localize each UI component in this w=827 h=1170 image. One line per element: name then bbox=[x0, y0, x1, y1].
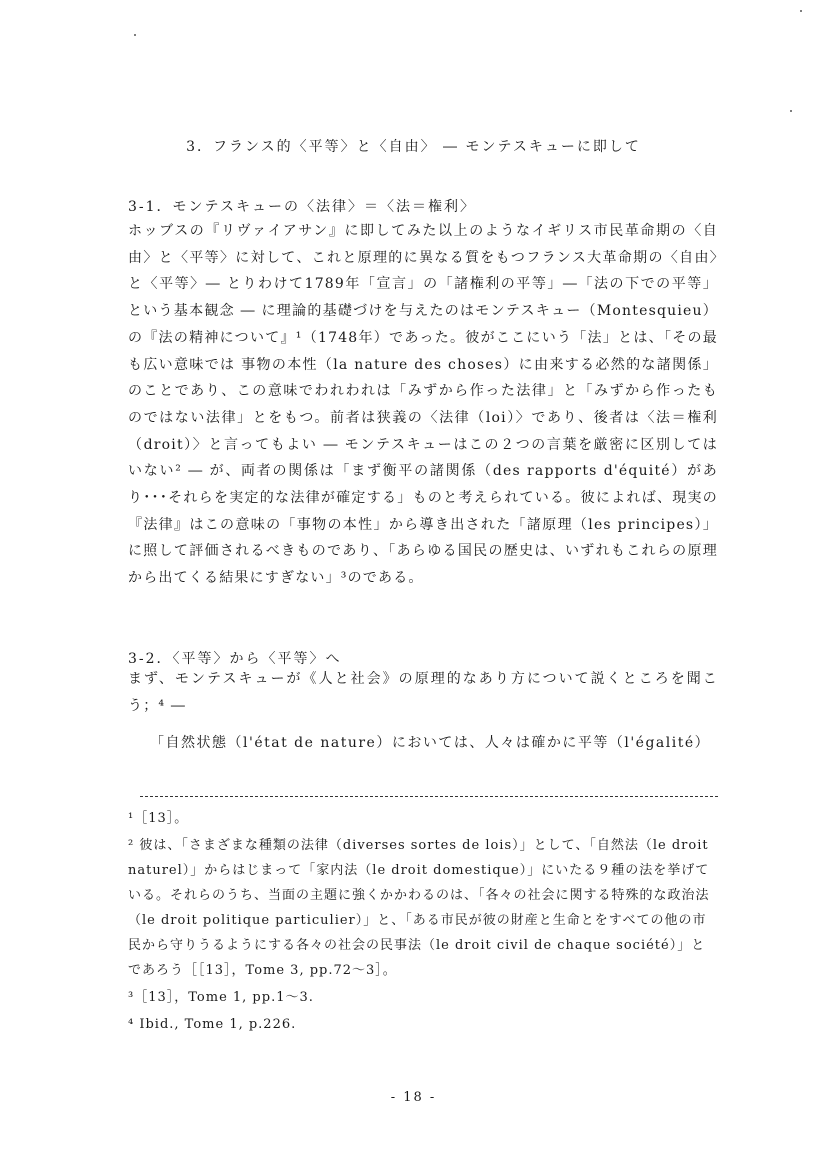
subsection-heading-2: 3-2．〈平等〉から〈平等〉へ bbox=[128, 651, 342, 667]
page-number: - 18 - bbox=[390, 1090, 437, 1105]
footnote-3: ³［13］，Tome 1, pp.1～3. bbox=[128, 990, 314, 1005]
footnotes bbox=[128, 806, 718, 1039]
footnote-4: ⁴ Ibid., Tome 1, p.226. bbox=[128, 1017, 297, 1032]
scan-speck bbox=[790, 110, 792, 112]
quotation: 「自然状態（l'état de nature）においては、人々は確かに平等（l'égalité） bbox=[150, 735, 711, 751]
scan-speck bbox=[134, 34, 136, 36]
scan-speck bbox=[800, 10, 802, 12]
paragraph-1 bbox=[128, 218, 718, 592]
subsection-heading-1: 3-1．モンテスキューの〈法律〉＝〈法＝権利〉 bbox=[128, 199, 476, 215]
paragraph-2-text: まず、モンテスキューが《人と社会》の原理的なあり方について説くところを聞こう；⁴ ― bbox=[128, 671, 718, 714]
footnote-divider bbox=[140, 796, 718, 797]
paragraph-2 bbox=[128, 666, 718, 719]
footnote-2: ² 彼は、「さまざまな種類の法律（diverses sortes de lois）」として、「自然法（le droit naturel）」からはじまって「家内法（le droit domestique）」にいたる９種の法を挙げている。それらのうち、当面の主題に強くかかわるのは、「各々の社会に関する特殊的な政治法（le droit politique particulier）」と、「ある市民が彼の財産と生命とをすべての他の市民から守りうるようにする各々の社会の民事法（le droit civil de chaque société）」とであろう［［13］，Tome 3, pp.72～3］。 bbox=[128, 838, 710, 978]
section-title: 3．フランス的〈平等〉と〈自由〉 ― モンテスキューに即して bbox=[186, 139, 641, 155]
footnote-1: ¹［13］。 bbox=[128, 811, 189, 826]
paragraph-1-text: ホッブスの『リヴァイアサン』に即してみた以上のようなイギリス市民革命期の〈自由〉と〈平等〉に対して、これと原理的に異なる質をもつフランス大革命期の〈自由〉と〈平等〉― とりわけて1789年「宣言」の「諸権利の平等」―「法の下での平等」という基本観念 ― に理論的基礎づけを与えたのはモンテスキュー（Montesquieu）の『法の精神について』¹（1748年）であった。彼がここにいう「法」とは、「その最も広い意味では 事物の本性（la nature des choses）に由来する必然的な諸関係」のことであり、この意味でわれわれは「みずから作った法律」と「みずから作ったものではない法律」とをもつ。前者は狭義の〈法律（loi）〉であり、後者は〈法＝権利（droit）〉と言ってもよい ― モンテスキューはこの２つの言葉を厳密に区別してはいない² ― が、両者の関係は「まず衡平の諸関係（des rapports d'équité）があり･･･それらを実定的な法律が確定する」ものと考えられている。彼によれば、現実の『法律』はこの意味の「事物の本性」から導き出された「諸原理（les principes）」に照して評価されるべきものであり、「あらゆる国民の歴史は、いずれもこれらの原理から出てくる結果にすぎない」³のである。 bbox=[128, 223, 718, 587]
